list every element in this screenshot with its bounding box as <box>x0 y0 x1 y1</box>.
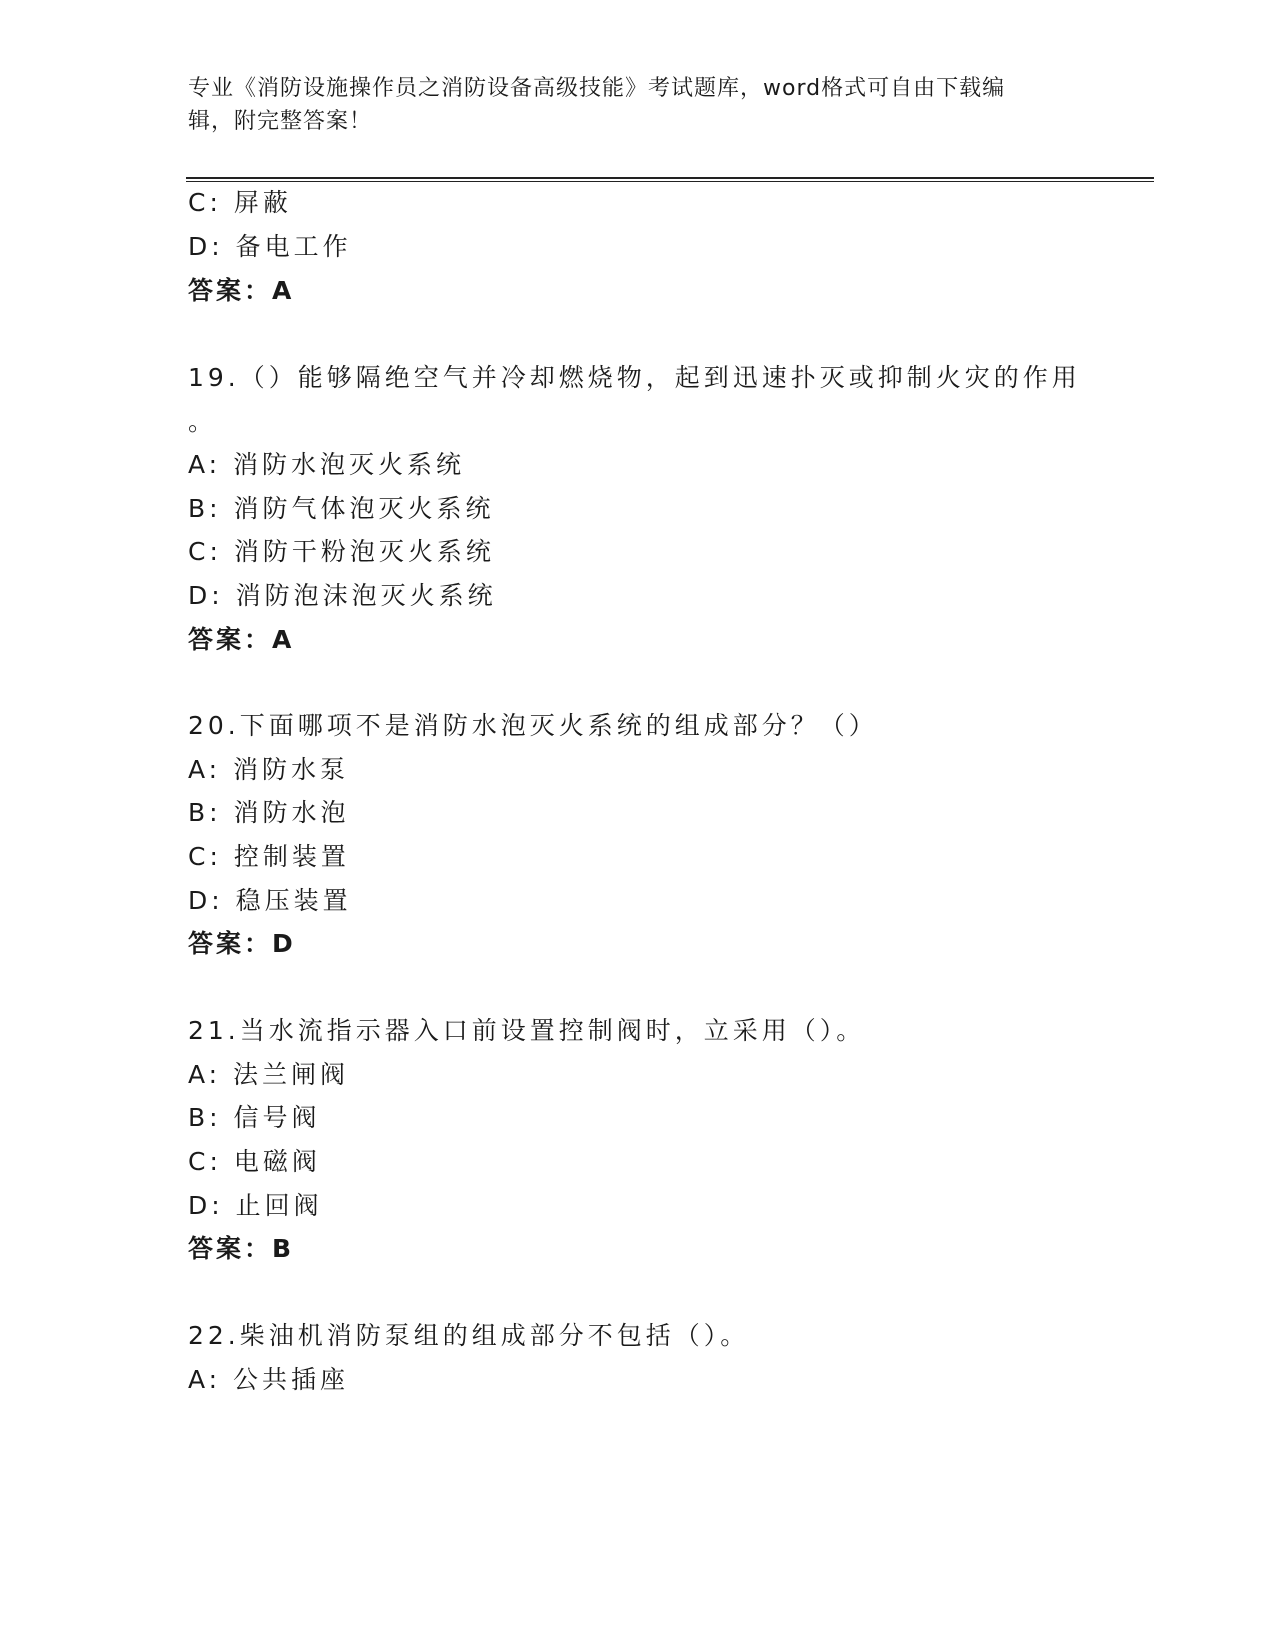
q22-stem: 22.柴油机消防泵组的组成部分不包括（）。 <box>188 1321 750 1350</box>
q19-option-c: C: 消防干粉泡灭火系统 <box>188 537 495 566</box>
header-line-2: 辑，附完整答案！ <box>188 109 373 134</box>
q18-option-d: D: 备电工作 <box>188 232 352 261</box>
q19-stem-line-1: 19.（）能够隔绝空气并冷却燃烧物，起到迅速扑灭或抑制火灾的作用 <box>188 363 1081 392</box>
q22-option-a: A: 公共插座 <box>188 1365 350 1394</box>
q20-stem: 20.下面哪项不是消防水泡灭火系统的组成部分？（） <box>188 711 878 740</box>
q20-option-a: A: 消防水泵 <box>188 755 350 784</box>
q19-stem-line-2: 。 <box>188 407 218 436</box>
q18-answer: 答案：A <box>188 276 295 305</box>
q21-option-c: C: 电磁阀 <box>188 1147 321 1176</box>
q19-option-b: B: 消防气体泡灭火系统 <box>188 494 495 523</box>
document-header <box>188 72 1068 138</box>
q21-option-a: A: 法兰闸阀 <box>188 1060 350 1089</box>
q20-option-b: B: 消防水泡 <box>188 798 350 827</box>
q21-option-d: D: 止回阀 <box>188 1191 323 1220</box>
q19-option-d: D: 消防泡沫泡灭火系统 <box>188 581 497 610</box>
q20-option-c: C: 控制装置 <box>188 842 350 871</box>
q21-option-b: B: 信号阀 <box>188 1103 321 1132</box>
q21-answer: 答案：B <box>188 1234 295 1263</box>
q20-answer: 答案：D <box>188 929 296 958</box>
q21-stem: 21.当水流指示器入口前设置控制阀时，立采用（）。 <box>188 1016 866 1045</box>
q20-option-d: D: 稳压装置 <box>188 886 352 915</box>
header-line-1: 专业《消防设施操作员之消防设备高级技能》考试题库，word格式可自由下载编 <box>188 76 1006 101</box>
header-divider <box>186 177 1154 182</box>
q19-answer: 答案：A <box>188 625 295 654</box>
q19-option-a: A: 消防水泡灭火系统 <box>188 450 466 479</box>
q18-option-c: C: 屏蔽 <box>188 188 292 217</box>
